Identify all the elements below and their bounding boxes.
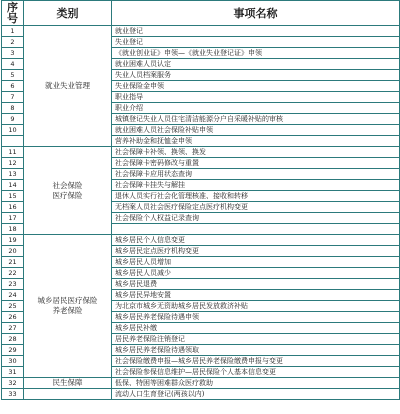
row-item: 社会保障卡密码修改与重置 (112, 158, 400, 169)
row-item: 社会保障卡补领、换领、换发 (112, 147, 400, 158)
row-item: 《就业创业证》申领—《就业失业登记证》申领 (112, 48, 400, 59)
row-no: 17 (2, 213, 24, 224)
row-no: 3 (2, 48, 24, 59)
row-no: 19 (2, 235, 24, 246)
row-item: 社会保险缴费申报—城乡居民养老保险缴费申报与变更 (112, 356, 400, 367)
row-no: 27 (2, 323, 24, 334)
row-no: 7 (2, 92, 24, 103)
category-empty (24, 389, 112, 400)
row-no: 1 (2, 26, 24, 37)
row-item: 就业困难人员社会保险补贴申领 (112, 125, 400, 136)
row-no: 6 (2, 81, 24, 92)
row-item: 社会保障卡应用状态查询 (112, 169, 400, 180)
row-item: 低保、特困等困难群众医疗救助 (112, 378, 400, 389)
header-category: 类别 (24, 1, 112, 26)
row-item: 居民养老保险注销登记 (112, 334, 400, 345)
category-label: 医疗保险 (52, 190, 83, 200)
category-label: 就业失业管理 (45, 81, 90, 90)
row-no: 4 (2, 59, 24, 70)
row-item: 城乡居民个人信息变更 (112, 235, 400, 246)
row-item: 职业介绍 (112, 103, 400, 114)
row-no: 21 (2, 257, 24, 268)
table-row (2, 26, 400, 37)
row-no: 16 (2, 202, 24, 213)
row-item: 城乡居民人员减少 (112, 268, 400, 279)
header-item: 事项名称 (112, 1, 400, 26)
row-item: 失业登记 (112, 37, 400, 48)
row-no: 24 (2, 290, 24, 301)
row-no: 32 (2, 378, 24, 389)
row-no: 20 (2, 246, 24, 257)
row-item: 社会保障卡挂失与解挂 (112, 180, 400, 191)
row-no: 23 (2, 279, 24, 290)
row-no (2, 136, 24, 147)
row-item: 失业保险金申领 (112, 81, 400, 92)
row-item: 就业困难人员认定 (112, 59, 400, 70)
row-no: 15 (2, 191, 24, 202)
row-no: 10 (2, 125, 24, 136)
table-row (2, 389, 400, 400)
service-items-table-wrapper (1, 0, 399, 413)
table-row (2, 378, 400, 389)
row-no: 5 (2, 70, 24, 81)
row-no: 12 (2, 158, 24, 169)
row-no: 22 (2, 268, 24, 279)
row-item: 职业指导 (112, 92, 400, 103)
row-item: 为北京市城乡无资助城乡居民发放救济补贴 (112, 301, 400, 312)
row-item: 营养补助金和抚恤金申领 (112, 136, 400, 147)
row-item: 城镇登记失业人员住宅清洁能源分户自采暖补贴的审核 (112, 114, 400, 125)
row-no: 26 (2, 312, 24, 323)
category-label: 城乡居民医疗保险 (37, 296, 98, 305)
row-item: 退休人员实行社会化管理核准、接收和转移 (112, 191, 400, 202)
row-no: 14 (2, 180, 24, 191)
row-no: 2 (2, 37, 24, 48)
row-no: 29 (2, 345, 24, 356)
row-no: 9 (2, 114, 24, 125)
row-no: 13 (2, 169, 24, 180)
row-no: 33 (2, 389, 24, 400)
row-item: 城乡居民补缴 (112, 323, 400, 334)
row-item: 无档案人员社会医疗保险定点医疗机构变更 (112, 202, 400, 213)
category-urban-rural-insurance (24, 235, 112, 378)
row-item: 失业人员档案服务 (112, 70, 400, 81)
row-item (112, 224, 400, 235)
row-item: 城乡居民养老保险待遇领取 (112, 345, 400, 356)
row-item: 社会保险个人权益记录查询 (112, 213, 400, 224)
row-item: 城乡居民定点医疗机构变更 (112, 246, 400, 257)
row-no: 31 (2, 367, 24, 378)
category-social-insurance (24, 147, 112, 235)
category-label: 民生保障 (52, 378, 83, 387)
row-item: 城乡居民退费 (112, 279, 400, 290)
row-no: 25 (2, 301, 24, 312)
category-label: 社会保险 (52, 180, 83, 190)
service-items-table (1, 0, 400, 400)
table-row (2, 147, 400, 158)
category-label: 养老保险 (52, 306, 83, 315)
row-no: 30 (2, 356, 24, 367)
row-item: 就业登记 (112, 26, 400, 37)
category-employment (24, 26, 112, 147)
row-no: 28 (2, 334, 24, 345)
table-header-row (2, 1, 400, 26)
table-row (2, 235, 400, 246)
row-item: 流动人口生育登记(两孩以内) (112, 389, 400, 400)
row-no: 8 (2, 103, 24, 114)
header-no: 序号 (2, 1, 24, 26)
row-item: 城乡居民异地安置 (112, 290, 400, 301)
row-item: 社会保险参保信息维护—居民保险个人基本信息变更 (112, 367, 400, 378)
row-item: 城乡居民养老保险待遇申领 (112, 312, 400, 323)
row-item: 城乡居民人员增加 (112, 257, 400, 268)
row-no: 11 (2, 147, 24, 158)
row-no: 18 (2, 224, 24, 235)
category-livelihood (24, 378, 112, 389)
